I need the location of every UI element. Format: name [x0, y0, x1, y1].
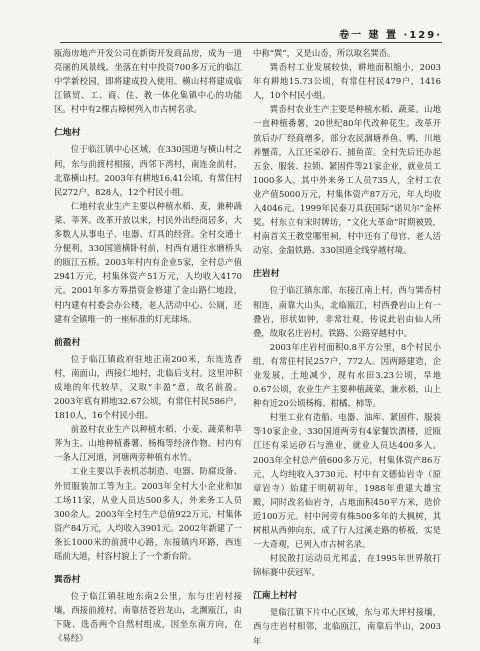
section-heading: 江南上村村: [253, 591, 297, 602]
section-heading: 仁地村: [54, 128, 81, 139]
paragraph: 村里工业有造船、电器、油库、紧固件、服装等10家企业，330国道两旁有4家餐饮酒楼，近瓯江还有采运砂石与渔业，就业人员达400多人。2003年全村总产值600多万元，村集体资产86万元，人均纯收入3730元。村中有文德仙岩寺（原章岩寺）始建于明朝初年，1988年重建大雄宝殿，同时改名仙岩寺，占地面积450平方米，造价近100万元。村中河旁有株500多年的大枫树，其树根从西伸向东，成了行人过溪走路的桥板，实是一大奇观，已列入市古树名录。: [253, 412, 441, 550]
paragraph: 位于临江镇中心区域，在330国道与横山村之间，东与前渡村相接，西邻下湾村，南连金前村，北靠横山村。2003年有耕地16.41公顷，有常住村民272户，828人，12个村民小组。: [54, 144, 242, 197]
paragraph: 巽岙村工业发展较快，耕地面积缩小，2003年有耕地15.73公顷，有常住村民479户，1416人，10个村民小组。: [253, 62, 441, 101]
paragraph: 瓯海房地产开发公司在新街开发商品房，成为一道亮丽的风景线。坐落在村中投资700多万元的临江中学新校园，即将建成投入使用。横山村将建成临江镇贸、工、商、住、教一体化集镇中心的功能区。村中有2棵古樟树列入市古树名录。: [54, 48, 242, 115]
section-heading: 庄岩村: [253, 269, 280, 280]
paragraph: 位于临江镇东部，东接江南上村，西与巽岙村相连，南靠大山头，北临瓯江，村西叠岩山上有一叠岩，形状如钟，非常壮观，传说此岩由仙人所叠，故取名庄岩村。铁路、公路穿越村中。: [253, 285, 441, 338]
paragraph: 仁地村农业生产主要以种植水稻、麦，兼种蔬菜、莘荠。改革开放以来，村民外出经商居多，大多数人从事电子、电器、灯具的经营。全村交通十分便利，330国道横卧村前，村西有通往水磨桥头的瓯江五桥。2003年村内有企业5家，全村总产值2941万元，村集体资产51万元，人均收入4170元。2001年多方筹措资金修建了金山路仁地段，村内建有村委会办公楼，老人活动中心、公厕，还建有全镇唯一的一座标准的灯光球场。: [54, 200, 242, 324]
paragraph: 巽岙村农业生产主要是种植水稻、蔬菜。山地一直种植番薯，20世纪80年代改种花生。改革开放后办厂经商增多，部分农民涸塘养鱼、鸭，川地养蟹苗，入江还采砂石、捕鱼苗。全村先后还办起五金、服装、拉锁、紧固件等21家企业，就业员工1000多人，其中外来务工人员735人，全村工农业产值5000万元，村集体资产87万元，年人均收入4046元。1999年民泰刀具获国际“诺贝尔”金杯奖。村东立有宋时牌坊，“文化大革命”时期被毁，村南首关王教堂哪里祠，村中还有了母官、老人活动室、金温铁路、330国道全线穿越村境。: [253, 104, 441, 256]
paragraph: 位于临江镇驻地东南2公里，东与庄岩村接壤，西接前渡村，南靠括苍岩龙山，北濒瓯江，由下陇、选岙两个自然村组成，因坐东南方向，在《易经》: [54, 591, 242, 644]
paragraph: 前盈村农业生产以种植水稻、小麦、蔬菜和莘荠为主。山地种植番薯、杨梅等经济作物。村内有一条人江河道，河塘两旁种植有水竹。: [54, 424, 242, 463]
paragraph: 是临江镇下片中心区域，东与邓大坪村接壤，西与庄岩村相邻，北临瓯江，南靠后半山，2003年: [253, 607, 441, 646]
paragraph: 村民散打运动员尤邦孟，在1995年世界散打锦标赛中获冠军。: [253, 553, 441, 578]
left-column: [54, 46, 242, 645]
paragraph: 工业主要以手表机芯制造、电器、防腐设备、外贸服装加工等为主。2003年全村大小企业和加工场11家，从业人员达500多人，外来务工人员300余人。2003年全村生产总值922万元，村集体资产84万元，人均收入3901元。2002年新建了一条长1000米的前渡中心路，东接镇内环路，西连瑶前大道，村容村貌上了一个新台阶。: [54, 466, 242, 561]
paragraph: 中称“巽”，又是山岙，所以取名巽岙。: [253, 48, 396, 58]
section-heading: 巽岙村: [54, 575, 81, 586]
page-header: [60, 28, 442, 43]
right-column: [253, 46, 441, 648]
paragraph: 2003年庄岩村面积0.8平方公里，8个村民小组，有常住村民257户，772人。因两路建造，企业发展，土地减少，现有水田3.23公顷，旱地0.67公顷，农业生产主要种植蔬菜，兼水稻，山上种有近20公顷杨梅、柑橘、柿等。: [253, 341, 441, 409]
running-header: 卷一 建 置 ·129·: [339, 30, 442, 41]
section-heading: 前盈村: [54, 337, 81, 348]
paragraph: 位于临江镇政府驻地正南200米，东连选香村，南面山，西接仁地村，北临后支村。这里冲积成地的年代较早，又取“丰盈”意，故名前盈。2003年底有耕地32.67公顷，有常住村民586户，1810人，16个村民小组。: [54, 353, 242, 421]
